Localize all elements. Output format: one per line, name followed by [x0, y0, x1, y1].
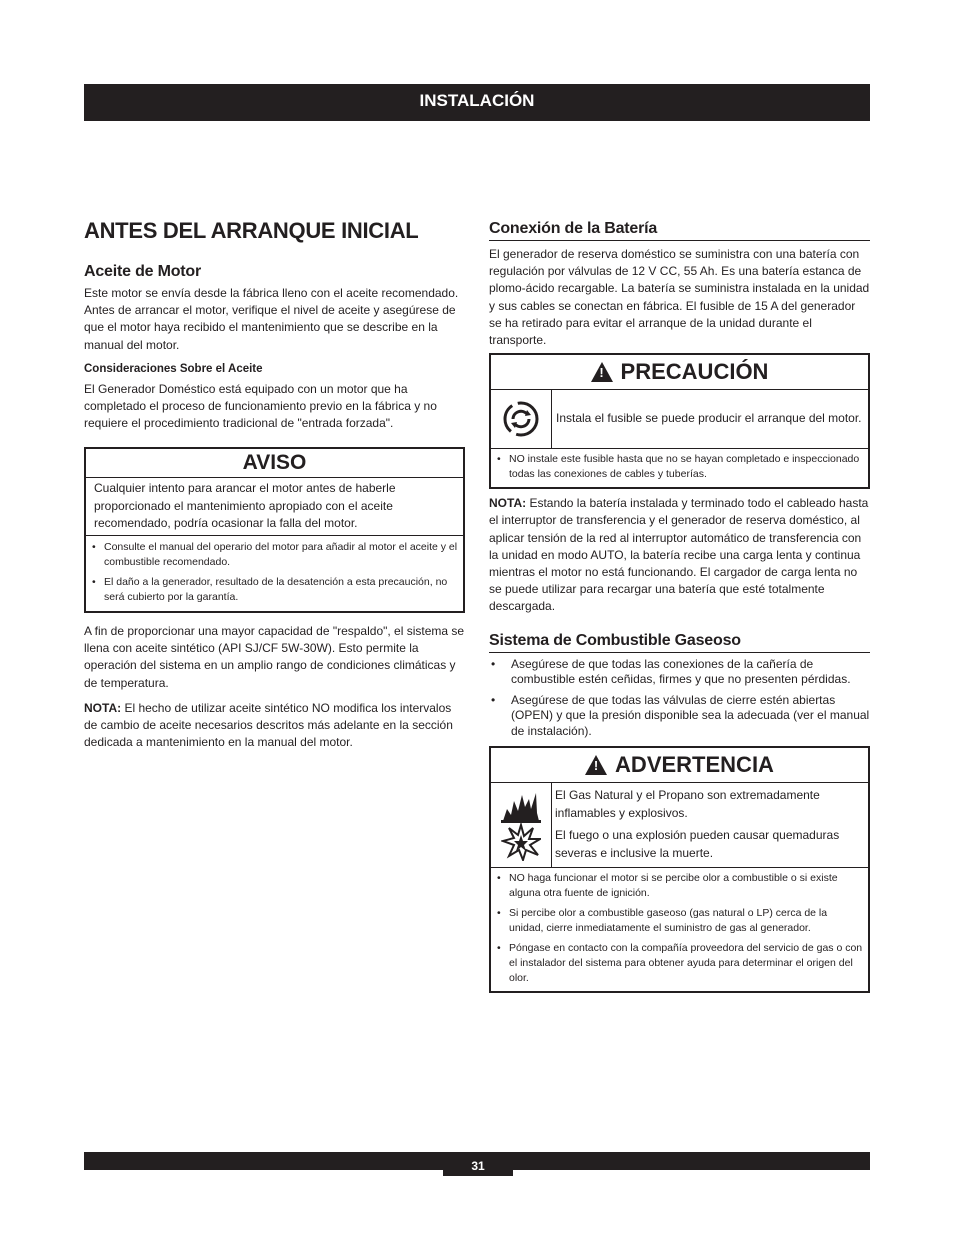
oil-note	[84, 700, 465, 752]
list-item: • Si percibe olor a combustible gaseoso (gas natural o LP) cerca de la unidad, cierre inmediatamente el suministro de gas al generador.	[491, 906, 864, 936]
advertencia-title-bar	[491, 748, 868, 783]
fuel-heading: Sistema de Combustible Gaseoso	[489, 632, 870, 653]
precaucion-title-bar	[491, 355, 868, 390]
oil-heading: Aceite de Motor	[84, 263, 202, 280]
oil-paragraph: Este motor se envía desde la fábrica lleno con el aceite recomendado. Antes de arrancar el motor, verifique el nivel de aceite y asegúrese de que el motor haya recibido el mantenimiento que se describe en la manual del motor.	[84, 286, 459, 352]
list-item: • Asegúrese de que todas las válvulas de cierre estén abiertas (OPEN) y que la presión disponible sea la adecuada (ver el manual de instalación).	[489, 693, 870, 740]
precaucion-body: Instala el fusible se puede producir el arranque del motor.	[556, 411, 862, 426]
considerations-heading: Consideraciones Sobre el Aceite	[84, 362, 263, 375]
note-text: El hecho de utilizar aceite sintético NO modifica los intervalos de cambio de aceite necesarios descritos más adelante en la sección dedicada a mantenimiento en la manual del motor.	[84, 700, 453, 750]
advertencia-hazard-row	[491, 783, 868, 868]
note-text: Estando la batería instalada y terminado todo el cableado hasta el interruptor de transferencia y el generador de reserva doméstico, al aplicar tensión de la red al interruptor automático de transferencia con la unidad en modo AUTO, la batería recibe una carga lenta y continua mientras el motor no está funcionando. El cargador de carga lenta no se puede utilizar para recargar una batería que esté totalmente descargada.	[489, 496, 869, 614]
precaucion-title: PRECAUCIÓN	[620, 359, 769, 385]
list-item: • NO haga funcionar el motor si se percibe olor a combustible o si existe alguna otra fuente de ignición.	[491, 871, 864, 901]
warning-triangle-icon: !	[591, 362, 613, 382]
advertencia-bullets	[491, 868, 868, 986]
section-header	[84, 84, 870, 121]
precaucion-bullets	[491, 449, 868, 482]
advertencia-box	[489, 746, 870, 993]
hazard-icons	[491, 783, 552, 867]
section-title: INSTALACIÓN	[419, 91, 535, 110]
list-item: • NO instale este fusible hasta que no se hayan completado e inspeccionado todas las conexiones de cables y tuberías.	[491, 452, 864, 482]
battery-heading: Conexión de la Batería	[489, 220, 870, 241]
list-item: • Consulte el manual del operario del motor para añadir al motor el aceite y el combustible recomendado.	[86, 540, 459, 570]
synthetic-oil-paragraph: A fin de proporcionar una mayor capacidad de "respaldo", el sistema se llena con aceite sintético (API SJ/CF 5W-30W). Esto permite la operación del sistema en un amplio rango de condiciones climáticas y de temperatura.	[84, 624, 465, 690]
note-label: NOTA:	[84, 700, 122, 715]
list-item: • Póngase en contacto con la compañía proveedora del servicio de gas o con el instalador del sistema para obtener ayuda para determinar el origen del olor.	[491, 941, 864, 986]
list-item: • Asegúrese de que todas las conexiones de la cañería de combustible estén ceñidas, firmes y que no presenten pérdidas.	[489, 657, 870, 688]
aviso-body: Cualquier intento para arancar el motor antes de haberle proporcionado el mantenimiento apropiado con el aceite recomendado, podría ocasionar la falla del motor.	[86, 478, 463, 536]
aviso-title: AVISO	[242, 451, 307, 475]
precaucion-box	[489, 353, 870, 489]
aviso-title-bar	[86, 449, 463, 478]
warning-triangle-icon: !	[585, 755, 607, 775]
note-label: NOTA:	[489, 496, 527, 511]
precaucion-hazard-row	[491, 390, 868, 449]
aviso-bullets	[86, 536, 463, 611]
rotating-parts-icon	[491, 390, 552, 448]
explosion-icon	[501, 823, 541, 861]
advertencia-title: ADVERTENCIA	[615, 752, 774, 778]
fuel-bullets	[489, 657, 870, 740]
list-item: • El daño a la generador, resultado de la desatención a esta precaución, no será cubierto por la garantía.	[86, 575, 459, 605]
advertencia-body-2: El fuego o una explosión pueden causar quemaduras severas e inclusive la muerte.	[555, 828, 840, 860]
considerations-paragraph: El Generador Doméstico está equipado con un motor que ha completado el proceso de funcionamiento previo en la fábrica y no requiere el procedimiento tradicional de "entrada forzada".	[84, 381, 437, 431]
battery-note	[489, 495, 870, 615]
right-column	[489, 220, 870, 993]
left-column	[84, 218, 465, 759]
page-number-tab	[443, 1152, 513, 1176]
page-number: 31	[471, 1159, 485, 1173]
aviso-box	[84, 447, 465, 613]
fire-icon	[501, 789, 541, 823]
advertencia-body-1: El Gas Natural y el Propano son extremadamente inflamables y explosivos.	[555, 788, 820, 820]
advertencia-body	[552, 783, 868, 867]
battery-paragraph: El generador de reserva doméstico se suministra con una batería con regulación por válvulas de 12 V CC, 55 Ah. Es una batería estanca de plomo-ácido recargable. La batería se suministra instalada en la unidad y sus cables se conectan en fábrica. El fusible de 15 A del generador se ha retirado para evitar el arranque de la unidad durante el transporte.	[489, 247, 870, 348]
page-title: ANTES DEL ARRANQUE INICIAL	[84, 218, 419, 243]
